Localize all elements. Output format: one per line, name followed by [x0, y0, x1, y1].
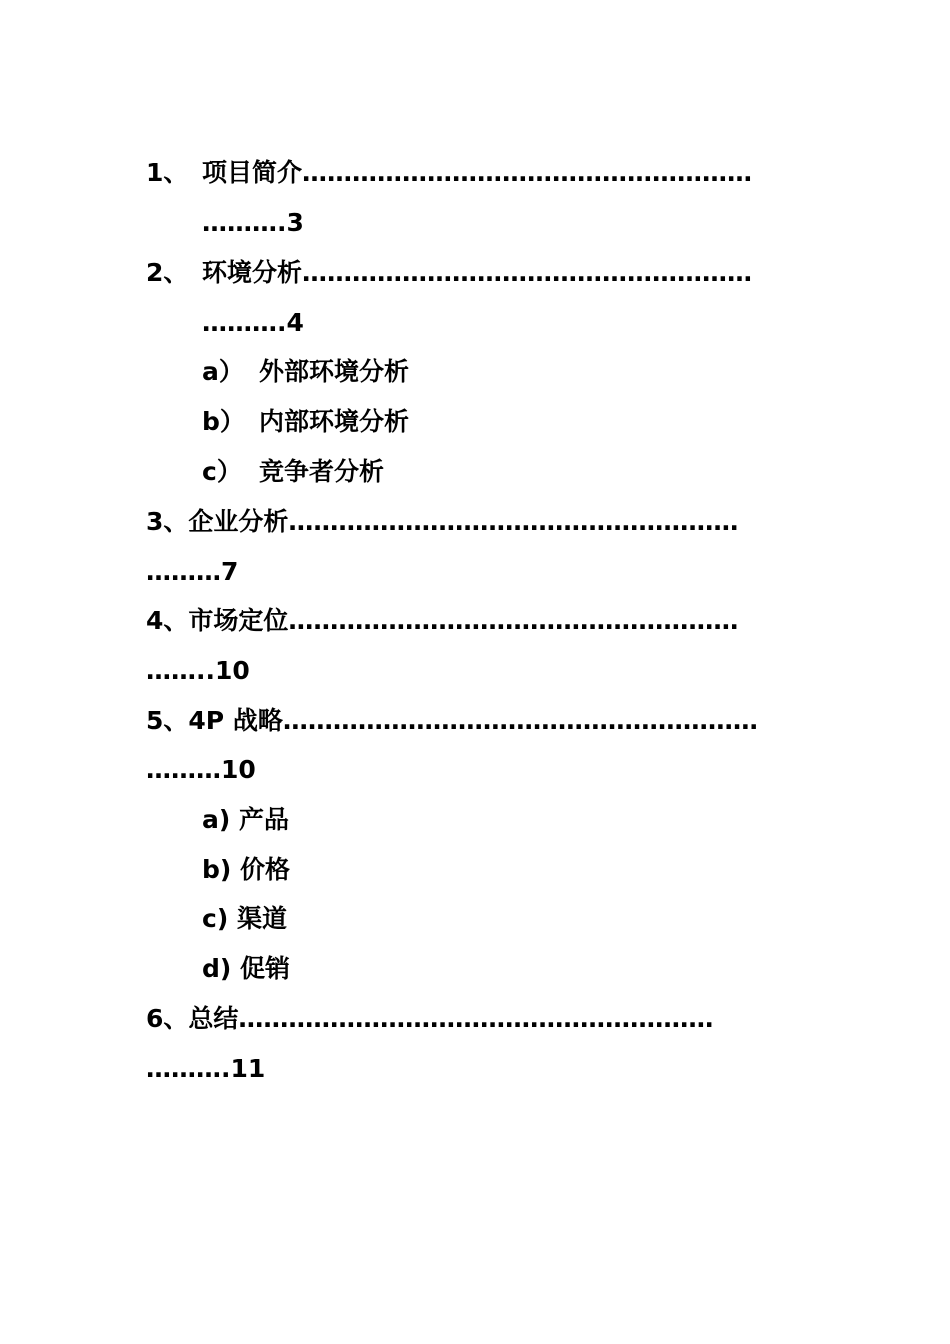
toc-subitem [202, 407, 409, 437]
toc-subitem-title: 竞争者分析 [259, 457, 385, 486]
toc-item-4-heading: 4、市场定位 [146, 606, 289, 635]
toc-item-2-leader: ……………………………………………… [302, 258, 753, 287]
toc-item-2 [146, 258, 752, 288]
toc-subitem: a) 产品 [202, 805, 289, 834]
toc-item-6-page: ……….11 [146, 1054, 266, 1083]
toc-item-3-leader: ……………………………………………… [288, 507, 739, 536]
toc-item-5-leader: ………………………………………………… [282, 706, 758, 735]
toc-item-3 [146, 507, 738, 537]
toc-item-5 [146, 706, 758, 736]
toc-item-5-page: ………10 [146, 755, 256, 784]
toc-item-1-page: ……….3 [202, 208, 304, 237]
toc-item-1-leader: ……………………………………………… [302, 158, 753, 187]
toc-subitem-marker: c） [202, 457, 242, 486]
toc-item-6-leader: ………………………………………………… [238, 1004, 714, 1033]
toc-item-2-number: 2、 [146, 258, 189, 287]
toc-item-4-page: ……..10 [146, 656, 250, 685]
toc-item-3-page: ………7 [146, 557, 239, 586]
toc-item-1 [146, 158, 752, 188]
toc-item-4 [146, 606, 738, 636]
toc-subitem [202, 357, 409, 387]
toc-item-2-title: 环境分析 [202, 258, 303, 287]
toc-item-2-page: ……….4 [202, 308, 304, 337]
toc-subitem: d) 促销 [202, 954, 291, 983]
toc-subitem [202, 457, 384, 487]
toc-item-1-title: 项目简介 [202, 158, 303, 187]
toc-item-4-leader: ……………………………………………… [288, 606, 739, 635]
toc-subitem-title: 外部环境分析 [259, 357, 410, 386]
toc-subitem-marker: b） [202, 407, 245, 436]
toc-subitem-marker: a） [202, 357, 244, 386]
toc-subitem-title: 内部环境分析 [259, 407, 410, 436]
toc-item-6 [146, 1004, 713, 1034]
toc-subitem: b) 价格 [202, 855, 291, 884]
toc-item-1-number: 1、 [146, 158, 189, 187]
toc-item-6-heading: 6、总结 [146, 1004, 239, 1033]
toc-item-3-heading: 3、企业分析 [146, 507, 289, 536]
toc-subitem: c) 渠道 [202, 904, 287, 933]
toc-item-5-heading: 5、4P 战略 [146, 706, 283, 735]
